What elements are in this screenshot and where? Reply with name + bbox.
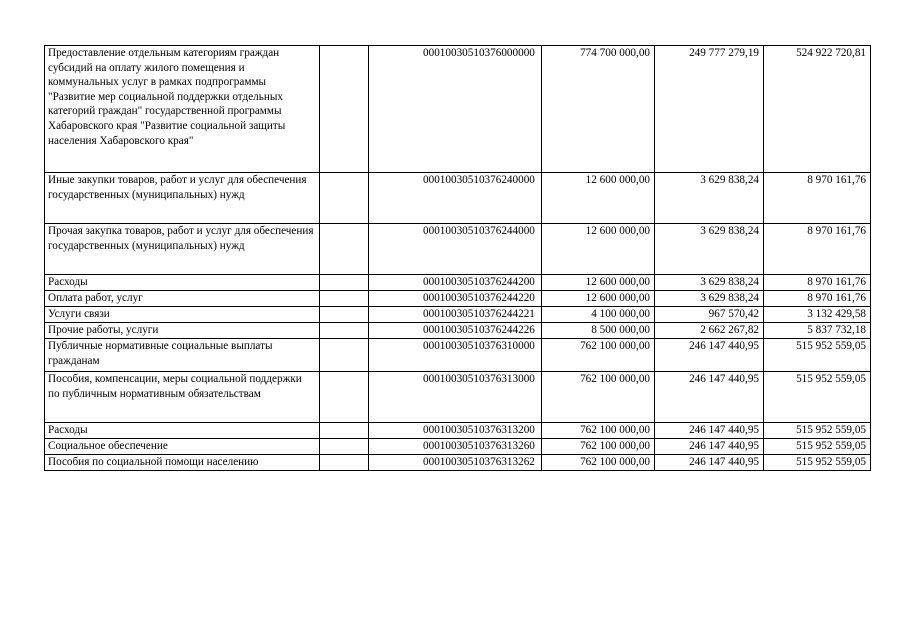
row-approved-cell: 762 100 000,00 <box>542 455 655 471</box>
row-name-cell: Прочие работы, услуги <box>45 323 320 339</box>
row-approved-cell: 4 100 000,00 <box>542 307 655 323</box>
row-remaining-cell: 515 952 559,05 <box>764 339 871 372</box>
row-blank-cell <box>320 307 369 323</box>
row-blank-cell <box>320 323 369 339</box>
row-executed-cell: 3 629 838,24 <box>655 275 764 291</box>
row-name-cell: Пособия, компенсации, меры социальной поддержки по публичным нормативным обязательствам <box>45 372 320 423</box>
table-row <box>45 307 871 323</box>
row-blank-cell <box>320 224 369 275</box>
row-name-cell: Прочая закупка товаров, работ и услуг для обеспечения государственных (муниципальных) нужд <box>45 224 320 275</box>
row-blank-cell <box>320 423 369 439</box>
row-name-cell: Публичные нормативные социальные выплаты гражданам <box>45 339 320 372</box>
row-code-cell: 00010030510376313200 <box>369 423 542 439</box>
table-row <box>45 224 871 275</box>
row-executed-cell: 246 147 440,95 <box>655 439 764 455</box>
row-executed-cell: 246 147 440,95 <box>655 455 764 471</box>
row-remaining-cell: 5 837 732,18 <box>764 323 871 339</box>
row-blank-cell <box>320 291 369 307</box>
row-remaining-cell: 8 970 161,76 <box>764 224 871 275</box>
row-executed-cell: 246 147 440,95 <box>655 339 764 372</box>
row-executed-cell: 246 147 440,95 <box>655 372 764 423</box>
row-approved-cell: 762 100 000,00 <box>542 439 655 455</box>
row-approved-cell: 762 100 000,00 <box>542 423 655 439</box>
row-approved-cell: 12 600 000,00 <box>542 173 655 224</box>
row-approved-cell: 762 100 000,00 <box>542 339 655 372</box>
row-blank-cell <box>320 439 369 455</box>
row-code-cell: 00010030510376240000 <box>369 173 542 224</box>
row-approved-cell: 12 600 000,00 <box>542 224 655 275</box>
row-name-cell: Предоставление отдельным категориям граждан субсидий на оплату жилого помещения и коммунальных услуг в рамках подпрограммы "Развитие мер социальной поддержки отдельных категорий граждан" государственной программы Хабаровского края "Развитие социальной защиты населения Хабаровского края" <box>45 46 320 173</box>
table-row <box>45 323 871 339</box>
table-row <box>45 423 871 439</box>
row-code-cell: 00010030510376310000 <box>369 339 542 372</box>
row-name-cell: Расходы <box>45 423 320 439</box>
row-executed-cell: 246 147 440,95 <box>655 423 764 439</box>
row-blank-cell <box>320 46 369 173</box>
row-approved-cell: 12 600 000,00 <box>542 275 655 291</box>
row-blank-cell <box>320 275 369 291</box>
row-remaining-cell: 515 952 559,05 <box>764 423 871 439</box>
row-blank-cell <box>320 455 369 471</box>
row-remaining-cell: 515 952 559,05 <box>764 439 871 455</box>
table-row <box>45 339 871 372</box>
row-remaining-cell: 8 970 161,76 <box>764 173 871 224</box>
row-approved-cell: 12 600 000,00 <box>542 291 655 307</box>
row-name-cell: Услуги связи <box>45 307 320 323</box>
row-code-cell: 00010030510376244221 <box>369 307 542 323</box>
row-code-cell: 00010030510376244000 <box>369 224 542 275</box>
row-code-cell: 00010030510376000000 <box>369 46 542 173</box>
row-code-cell: 00010030510376313000 <box>369 372 542 423</box>
row-name-cell: Социальное обеспечение <box>45 439 320 455</box>
table-row <box>45 173 871 224</box>
row-executed-cell: 3 629 838,24 <box>655 291 764 307</box>
row-blank-cell <box>320 372 369 423</box>
row-executed-cell: 3 629 838,24 <box>655 224 764 275</box>
row-code-cell: 00010030510376244220 <box>369 291 542 307</box>
budget-execution-table <box>44 45 871 471</box>
row-executed-cell: 249 777 279,19 <box>655 46 764 173</box>
row-name-cell: Иные закупки товаров, работ и услуг для обеспечения государственных (муниципальных) нужд <box>45 173 320 224</box>
row-remaining-cell: 3 132 429,58 <box>764 307 871 323</box>
row-name-cell: Расходы <box>45 275 320 291</box>
row-approved-cell: 774 700 000,00 <box>542 46 655 173</box>
table-body <box>45 46 871 471</box>
row-code-cell: 00010030510376244200 <box>369 275 542 291</box>
row-remaining-cell: 515 952 559,05 <box>764 455 871 471</box>
row-remaining-cell: 524 922 720,81 <box>764 46 871 173</box>
row-code-cell: 00010030510376313260 <box>369 439 542 455</box>
row-blank-cell <box>320 173 369 224</box>
row-code-cell: 00010030510376313262 <box>369 455 542 471</box>
table-row <box>45 291 871 307</box>
table-row <box>45 275 871 291</box>
table-row <box>45 455 871 471</box>
row-remaining-cell: 8 970 161,76 <box>764 291 871 307</box>
row-executed-cell: 2 662 267,82 <box>655 323 764 339</box>
row-remaining-cell: 515 952 559,05 <box>764 372 871 423</box>
table-row <box>45 372 871 423</box>
row-name-cell: Оплата работ, услуг <box>45 291 320 307</box>
row-name-cell: Пособия по социальной помощи населению <box>45 455 320 471</box>
row-code-cell: 00010030510376244226 <box>369 323 542 339</box>
row-blank-cell <box>320 339 369 372</box>
row-approved-cell: 8 500 000,00 <box>542 323 655 339</box>
table-row <box>45 46 871 173</box>
row-executed-cell: 3 629 838,24 <box>655 173 764 224</box>
row-remaining-cell: 8 970 161,76 <box>764 275 871 291</box>
row-approved-cell: 762 100 000,00 <box>542 372 655 423</box>
row-executed-cell: 967 570,42 <box>655 307 764 323</box>
table-row <box>45 439 871 455</box>
